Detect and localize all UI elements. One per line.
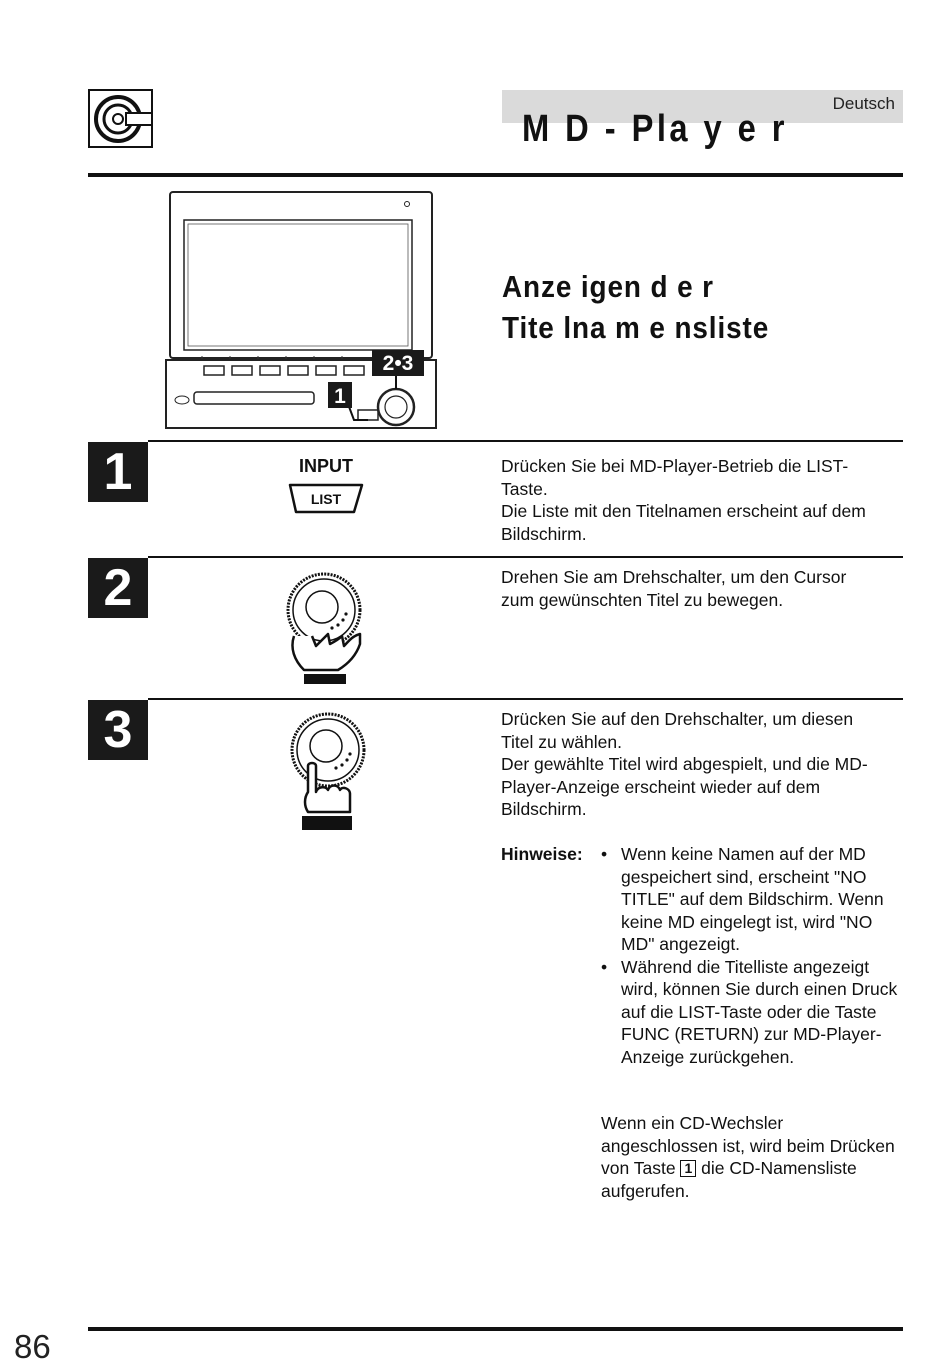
- step-2-text: [501, 566, 903, 611]
- list-button-illustration: [282, 452, 370, 518]
- section-title-line-2: Tite lna m e nsliste: [502, 310, 770, 345]
- step-3-line-2: Titel zu wählen.: [501, 731, 622, 752]
- step-1-divider: [148, 440, 903, 442]
- step-3-line-4: Player-Anzeige erscheint wieder auf dem: [501, 776, 821, 797]
- key-1-icon: 1: [680, 1160, 696, 1177]
- step-2-divider: [148, 556, 903, 558]
- step-2-line-1: Drehen Sie am Drehschalter, um den Cursor: [501, 567, 847, 587]
- callout-1-label: 1: [334, 385, 346, 408]
- note-cd-changer-text-2: die CD-Namensliste aufgerufen.: [601, 1158, 857, 1201]
- step-3-divider: [148, 698, 903, 700]
- page-number: 86: [14, 1328, 51, 1364]
- note-cd-changer: [601, 1112, 901, 1202]
- step-1-line-2: Taste.: [501, 478, 548, 499]
- bottom-divider: [88, 1327, 903, 1331]
- head-unit-illustration: [162, 188, 440, 432]
- rotary-press-icon: [288, 710, 368, 836]
- step-3-text: [501, 708, 903, 821]
- section-title-line-1: Anze igen d e r: [502, 269, 714, 304]
- step-2-line-2: zum gewünschten Titel zu bewegen.: [501, 589, 784, 610]
- note-item-2: • Während die Titelliste angezeigt wird, können Sie durch einen Druck auf die LIST-Taste oder die Taste FUNC (RETURN) zur MD-Player-Anzeige zurückgehen.: [601, 956, 901, 1069]
- step-3-line-5: Bildschirm.: [501, 799, 587, 819]
- top-divider: [88, 173, 903, 177]
- page-title: M D - Pla y e r: [522, 108, 788, 150]
- md-disc-icon: [88, 89, 153, 148]
- step-1-line-1: Drücken Sie bei MD-Player-Betrieb die LIST-: [501, 456, 849, 476]
- step-2-number: 2: [88, 558, 148, 618]
- step-3-number: 3: [88, 700, 148, 760]
- step-3-line-1: Drücken Sie auf den Drehschalter, um diesen: [501, 709, 854, 729]
- step-1-number: 1: [88, 442, 148, 502]
- notes-list: [601, 843, 901, 1068]
- language-label: Deutsch: [832, 94, 895, 113]
- rotary-turn-icon: [282, 570, 368, 688]
- callout-23-label: 2•3: [382, 352, 414, 375]
- note-item-1: • Wenn keine Namen auf der MD gespeichert sind, erscheint "NO TITLE" auf dem Bildschirm. Wenn keine MD eingelegt ist, wird "NO MD" angezeigt.: [601, 843, 901, 956]
- step-1-line-4: Bildschirm.: [501, 523, 587, 544]
- note-cd-changer-text-1: Wenn ein CD-Wechsler angeschlossen ist, wird beim Drücken von Taste: [601, 1113, 895, 1178]
- input-label: INPUT: [299, 456, 353, 476]
- section-title: [502, 266, 769, 348]
- step-1-line-3: Die Liste mit den Titelnamen erscheint auf dem: [501, 501, 866, 521]
- step-1-text: [501, 455, 903, 545]
- list-button-label: LIST: [310, 491, 342, 507]
- notes-label: Hinweise:: [501, 844, 583, 864]
- step-3-line-3: Der gewählte Titel wird abgespielt, und die MD-: [501, 754, 868, 774]
